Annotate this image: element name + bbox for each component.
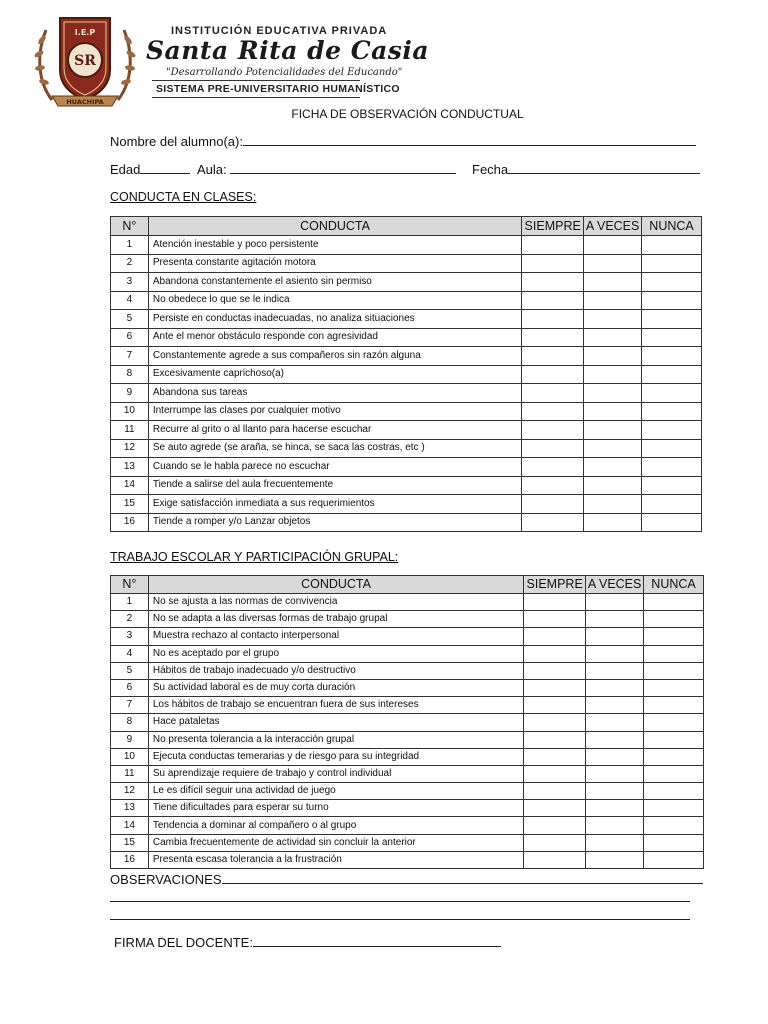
- date-label: Fecha: [472, 162, 509, 177]
- never-checkbox-cell[interactable]: [644, 611, 704, 628]
- row-conduct-text: Abandona sus tareas: [148, 384, 521, 403]
- observations-line-3[interactable]: [110, 919, 690, 920]
- always-checkbox-cell[interactable]: [524, 731, 586, 748]
- sometimes-checkbox-cell[interactable]: [584, 310, 642, 329]
- never-checkbox-cell[interactable]: [642, 273, 702, 292]
- always-checkbox-cell[interactable]: [522, 495, 584, 514]
- never-checkbox-cell[interactable]: [644, 817, 704, 834]
- age-label: Edad: [110, 162, 141, 177]
- col-always-header: SIEMPRE: [524, 576, 586, 594]
- sometimes-checkbox-cell[interactable]: [584, 458, 642, 477]
- sometimes-checkbox-cell[interactable]: [586, 662, 644, 679]
- always-checkbox-cell[interactable]: [524, 611, 586, 628]
- table-row: [111, 254, 702, 273]
- row-conduct-text: Hace pataletas: [148, 714, 523, 731]
- observations-label: OBSERVACIONES: [110, 872, 222, 887]
- col-conduct-header: CONDUCTA: [148, 576, 523, 594]
- table-row: [111, 421, 702, 440]
- never-checkbox-cell[interactable]: [644, 834, 704, 851]
- student-name-label: Nombre del alumno(a):: [110, 134, 243, 149]
- table-row: [111, 513, 702, 532]
- sometimes-checkbox-cell[interactable]: [584, 513, 642, 532]
- always-checkbox-cell[interactable]: [522, 439, 584, 458]
- svg-text:SR: SR: [74, 53, 96, 69]
- school-crest-logo: [32, 10, 138, 110]
- sometimes-checkbox-cell[interactable]: [586, 697, 644, 714]
- table-row: [111, 851, 704, 868]
- sometimes-checkbox-cell[interactable]: [584, 291, 642, 310]
- row-conduct-text: Se auto agrede (se araña, se hinca, se saca las costras, etc ): [148, 439, 521, 458]
- always-checkbox-cell[interactable]: [524, 851, 586, 868]
- table-row: [111, 645, 704, 662]
- table-row: [111, 458, 702, 477]
- always-checkbox-cell[interactable]: [522, 236, 584, 255]
- always-checkbox-cell[interactable]: [524, 765, 586, 782]
- table-row: [111, 714, 704, 731]
- row-conduct-text: Le es difícil seguir una actividad de juego: [148, 783, 523, 800]
- row-conduct-text: Presenta escasa tolerancia a la frustración: [148, 851, 523, 868]
- row-conduct-text: Tiene dificultades para esperar su turno: [148, 800, 523, 817]
- never-checkbox-cell[interactable]: [642, 458, 702, 477]
- conduct-in-class-table: [110, 216, 702, 532]
- room-field[interactable]: [197, 161, 456, 177]
- never-checkbox-cell[interactable]: [642, 365, 702, 384]
- never-checkbox-cell[interactable]: [642, 310, 702, 329]
- row-number: 16: [111, 851, 149, 868]
- table-row: [111, 273, 702, 292]
- row-number: 9: [111, 731, 149, 748]
- never-checkbox-cell[interactable]: [644, 662, 704, 679]
- sometimes-checkbox-cell[interactable]: [586, 800, 644, 817]
- row-conduct-text: Constantemente agrede a sus compañeros sin razón alguna: [148, 347, 521, 366]
- row-number: 16: [111, 513, 149, 532]
- observations-field[interactable]: [110, 871, 703, 887]
- table-row: [111, 800, 704, 817]
- row-conduct-text: No se adapta a las diversas formas de trabajo grupal: [148, 611, 523, 628]
- never-checkbox-cell[interactable]: [644, 628, 704, 645]
- always-checkbox-cell[interactable]: [524, 783, 586, 800]
- always-checkbox-cell[interactable]: [524, 800, 586, 817]
- row-number: 7: [111, 347, 149, 366]
- never-checkbox-cell[interactable]: [644, 697, 704, 714]
- table-row: [111, 611, 704, 628]
- school-motto: "Desarrollando Potencialidades del Educando": [166, 67, 403, 78]
- always-checkbox-cell[interactable]: [524, 628, 586, 645]
- sometimes-checkbox-cell[interactable]: [584, 273, 642, 292]
- col-number-header: N°: [111, 217, 149, 236]
- sometimes-checkbox-cell[interactable]: [584, 347, 642, 366]
- table-row: [111, 783, 704, 800]
- table-row: [111, 697, 704, 714]
- header-divider-top: [152, 80, 360, 81]
- row-conduct-text: Recurre al grito o al llanto para hacerse escuchar: [148, 421, 521, 440]
- row-number: 1: [111, 594, 149, 611]
- table-row: [111, 748, 704, 765]
- table-header-row: [111, 217, 702, 236]
- row-conduct-text: Abandona constantemente el asiento sin permiso: [148, 273, 521, 292]
- table-row: [111, 310, 702, 329]
- sometimes-checkbox-cell[interactable]: [584, 236, 642, 255]
- row-conduct-text: Cuando se le habla parece no escuchar: [148, 458, 521, 477]
- sometimes-checkbox-cell[interactable]: [584, 254, 642, 273]
- table-row: [111, 328, 702, 347]
- group-work-table: [110, 575, 704, 869]
- age-field[interactable]: [110, 161, 190, 177]
- row-conduct-text: No se ajusta a las normas de convivencia: [148, 594, 523, 611]
- sometimes-checkbox-cell[interactable]: [584, 365, 642, 384]
- always-checkbox-cell[interactable]: [522, 328, 584, 347]
- svg-text:HUACHIPA: HUACHIPA: [66, 98, 104, 106]
- col-never-header: NUNCA: [642, 217, 702, 236]
- row-conduct-text: Atención inestable y poco persistente: [148, 236, 521, 255]
- row-conduct-text: Los hábitos de trabajo se encuentran fuera de sus intereses: [148, 697, 523, 714]
- section1-title: CONDUCTA EN CLASES:: [110, 190, 257, 204]
- never-checkbox-cell[interactable]: [644, 748, 704, 765]
- row-conduct-text: Ejecuta conductas temerarias y de riesgo para su integridad: [148, 748, 523, 765]
- sometimes-checkbox-cell[interactable]: [586, 645, 644, 662]
- sometimes-checkbox-cell[interactable]: [586, 851, 644, 868]
- sometimes-checkbox-cell[interactable]: [584, 384, 642, 403]
- row-conduct-text: Cambia frecuentemente de actividad sin concluir la anterior: [148, 834, 523, 851]
- sometimes-checkbox-cell[interactable]: [584, 439, 642, 458]
- sometimes-checkbox-cell[interactable]: [586, 679, 644, 696]
- never-checkbox-cell[interactable]: [644, 594, 704, 611]
- row-number: 5: [111, 662, 149, 679]
- row-number: 11: [111, 421, 149, 440]
- row-conduct-text: Su aprendizaje requiere de trabajo y control individual: [148, 765, 523, 782]
- row-conduct-text: Excesivamente caprichoso(a): [148, 365, 521, 384]
- sometimes-checkbox-cell[interactable]: [586, 834, 644, 851]
- always-checkbox-cell[interactable]: [522, 347, 584, 366]
- sometimes-checkbox-cell[interactable]: [586, 783, 644, 800]
- table-row: [111, 291, 702, 310]
- row-conduct-text: Tendencia a dominar al compañero o al grupo: [148, 817, 523, 834]
- table-row: [111, 594, 704, 611]
- sometimes-checkbox-cell[interactable]: [586, 731, 644, 748]
- table-row: [111, 731, 704, 748]
- row-number: 2: [111, 611, 149, 628]
- table-row: [111, 439, 702, 458]
- always-checkbox-cell[interactable]: [522, 476, 584, 495]
- row-number: 4: [111, 291, 149, 310]
- always-checkbox-cell[interactable]: [524, 748, 586, 765]
- never-checkbox-cell[interactable]: [642, 347, 702, 366]
- row-number: 3: [111, 273, 149, 292]
- always-checkbox-cell[interactable]: [524, 662, 586, 679]
- always-checkbox-cell[interactable]: [522, 291, 584, 310]
- sometimes-checkbox-cell[interactable]: [584, 421, 642, 440]
- always-checkbox-cell[interactable]: [524, 679, 586, 696]
- never-checkbox-cell[interactable]: [644, 800, 704, 817]
- always-checkbox-cell[interactable]: [522, 513, 584, 532]
- never-checkbox-cell[interactable]: [644, 714, 704, 731]
- row-number: 8: [111, 365, 149, 384]
- always-checkbox-cell[interactable]: [524, 714, 586, 731]
- never-checkbox-cell[interactable]: [642, 439, 702, 458]
- row-number: 12: [111, 783, 149, 800]
- row-number: 1: [111, 236, 149, 255]
- row-conduct-text: No obedece lo que se le indica: [148, 291, 521, 310]
- teacher-signature-field[interactable]: [114, 934, 501, 950]
- sometimes-checkbox-cell[interactable]: [586, 628, 644, 645]
- table-row: [111, 384, 702, 403]
- row-conduct-text: Ante el menor obstáculo responde con agresividad: [148, 328, 521, 347]
- col-number-header: N°: [111, 576, 149, 594]
- student-name-line[interactable]: [243, 133, 696, 146]
- row-number: 5: [111, 310, 149, 329]
- room-line[interactable]: [230, 161, 456, 174]
- sometimes-checkbox-cell[interactable]: [586, 817, 644, 834]
- never-checkbox-cell[interactable]: [644, 851, 704, 868]
- never-checkbox-cell[interactable]: [644, 731, 704, 748]
- room-label: Aula:: [197, 162, 227, 177]
- row-conduct-text: No presenta tolerancia a la interacción grupal: [148, 731, 523, 748]
- never-checkbox-cell[interactable]: [642, 254, 702, 273]
- always-checkbox-cell[interactable]: [522, 273, 584, 292]
- never-checkbox-cell[interactable]: [642, 384, 702, 403]
- table-header-row: [111, 576, 704, 594]
- row-conduct-text: Muestra rechazo al contacto interpersonal: [148, 628, 523, 645]
- signature-label: FIRMA DEL DOCENTE:: [114, 935, 253, 950]
- always-checkbox-cell[interactable]: [524, 697, 586, 714]
- table-row: [111, 402, 702, 421]
- never-checkbox-cell[interactable]: [642, 476, 702, 495]
- sometimes-checkbox-cell[interactable]: [586, 748, 644, 765]
- never-checkbox-cell[interactable]: [642, 402, 702, 421]
- row-conduct-text: Tiende a romper y/o Lanzar objetos: [148, 513, 521, 532]
- always-checkbox-cell[interactable]: [522, 421, 584, 440]
- school-name: Santa Rita de Casia: [146, 36, 430, 65]
- never-checkbox-cell[interactable]: [644, 783, 704, 800]
- section2-title: TRABAJO ESCOLAR Y PARTICIPACIÓN GRUPAL:: [110, 550, 399, 564]
- table-row: [111, 476, 702, 495]
- never-checkbox-cell[interactable]: [644, 679, 704, 696]
- row-number: 7: [111, 697, 149, 714]
- date-field[interactable]: [472, 161, 700, 177]
- row-number: 11: [111, 765, 149, 782]
- row-number: 14: [111, 817, 149, 834]
- row-conduct-text: No es aceptado por el grupo: [148, 645, 523, 662]
- col-always-header: SIEMPRE: [522, 217, 584, 236]
- sometimes-checkbox-cell[interactable]: [586, 611, 644, 628]
- table-row: [111, 662, 704, 679]
- always-checkbox-cell[interactable]: [522, 458, 584, 477]
- row-number: 13: [111, 458, 149, 477]
- row-number: 14: [111, 476, 149, 495]
- row-conduct-text: Hábitos de trabajo inadecuado y/o destructivo: [148, 662, 523, 679]
- row-conduct-text: Tiende a salirse del aula frecuentemente: [148, 476, 521, 495]
- row-number: 15: [111, 834, 149, 851]
- always-checkbox-cell[interactable]: [524, 594, 586, 611]
- row-number: 9: [111, 384, 149, 403]
- sometimes-checkbox-cell[interactable]: [586, 765, 644, 782]
- always-checkbox-cell[interactable]: [522, 310, 584, 329]
- row-number: 3: [111, 628, 149, 645]
- always-checkbox-cell[interactable]: [522, 365, 584, 384]
- observations-line-1[interactable]: [222, 871, 703, 884]
- row-number: 15: [111, 495, 149, 514]
- always-checkbox-cell[interactable]: [524, 645, 586, 662]
- table-row: [111, 765, 704, 782]
- always-checkbox-cell[interactable]: [522, 384, 584, 403]
- always-checkbox-cell[interactable]: [522, 254, 584, 273]
- sometimes-checkbox-cell[interactable]: [584, 476, 642, 495]
- table-row: [111, 365, 702, 384]
- col-conduct-header: CONDUCTA: [148, 217, 521, 236]
- table-row: [111, 236, 702, 255]
- student-name-field[interactable]: [110, 133, 696, 149]
- never-checkbox-cell[interactable]: [642, 328, 702, 347]
- sometimes-checkbox-cell[interactable]: [584, 328, 642, 347]
- table-row: [111, 817, 704, 834]
- never-checkbox-cell[interactable]: [642, 291, 702, 310]
- form-title: FICHA DE OBSERVACIÓN CONDUCTUAL: [291, 107, 524, 121]
- row-conduct-text: Interrumpe las clases por cualquier motivo: [148, 402, 521, 421]
- never-checkbox-cell[interactable]: [642, 421, 702, 440]
- never-checkbox-cell[interactable]: [642, 513, 702, 532]
- col-never-header: NUNCA: [644, 576, 704, 594]
- signature-line[interactable]: [253, 934, 501, 947]
- institution-label: INSTITUCIÓN EDUCATIVA PRIVADA: [171, 25, 388, 37]
- always-checkbox-cell[interactable]: [524, 834, 586, 851]
- sometimes-checkbox-cell[interactable]: [586, 714, 644, 731]
- sometimes-checkbox-cell[interactable]: [584, 495, 642, 514]
- table-row: [111, 347, 702, 366]
- never-checkbox-cell[interactable]: [642, 236, 702, 255]
- row-number: 4: [111, 645, 149, 662]
- system-label: SISTEMA PRE-UNIVERSITARIO HUMANÍSTICO: [156, 83, 400, 95]
- svg-text:I.E.P: I.E.P: [74, 28, 96, 37]
- row-number: 8: [111, 714, 149, 731]
- row-conduct-text: Su actividad laboral es de muy corta duración: [148, 679, 523, 696]
- always-checkbox-cell[interactable]: [524, 817, 586, 834]
- row-conduct-text: Presenta constante agitación motora: [148, 254, 521, 273]
- never-checkbox-cell[interactable]: [644, 765, 704, 782]
- row-number: 6: [111, 679, 149, 696]
- col-sometimes-header: A VECES: [584, 217, 642, 236]
- col-sometimes-header: A VECES: [586, 576, 644, 594]
- row-conduct-text: Exige satisfacción inmediata a sus requerimientos: [148, 495, 521, 514]
- table-row: [111, 834, 704, 851]
- age-line[interactable]: [140, 161, 190, 174]
- never-checkbox-cell[interactable]: [642, 495, 702, 514]
- row-number: 10: [111, 402, 149, 421]
- observations-line-2[interactable]: [110, 901, 690, 902]
- row-conduct-text: Persiste en conductas inadecuadas, no analiza situaciones: [148, 310, 521, 329]
- never-checkbox-cell[interactable]: [644, 645, 704, 662]
- table-row: [111, 495, 702, 514]
- row-number: 10: [111, 748, 149, 765]
- always-checkbox-cell[interactable]: [522, 402, 584, 421]
- table-row: [111, 679, 704, 696]
- date-line[interactable]: [508, 161, 700, 174]
- row-number: 2: [111, 254, 149, 273]
- header-divider-bottom: [152, 97, 360, 98]
- sometimes-checkbox-cell[interactable]: [584, 402, 642, 421]
- row-number: 13: [111, 800, 149, 817]
- sometimes-checkbox-cell[interactable]: [586, 594, 644, 611]
- row-number: 6: [111, 328, 149, 347]
- table-row: [111, 628, 704, 645]
- row-number: 12: [111, 439, 149, 458]
